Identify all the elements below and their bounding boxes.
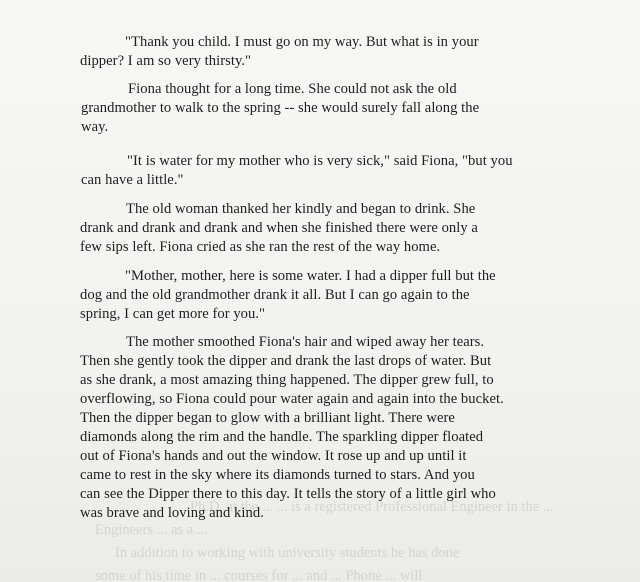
paragraph-line: Then the dipper began to glow with a brilliant light. There were <box>80 410 455 426</box>
paragraph-line: Then she gently took the dipper and drank the last drops of water. But <box>80 353 492 369</box>
paragraph-line: as she drank, a most amazing thing happened. The dipper grew full, to <box>80 372 494 388</box>
paragraph-line: "It is water for my mother who is very sick," said Fiona, "but you <box>127 153 513 169</box>
bleed-through-line: some of his time in ... courses for ... and ... Phone ... will <box>95 568 423 582</box>
paragraph-line: came to rest in the sky where its diamonds turned to stars. And you <box>80 467 475 483</box>
paragraph-line: diamonds along the rim and the handle. The sparkling dipper floated <box>80 429 484 445</box>
bleed-through-line: Ph.D. at the ... ... is a registered Professional Engineer in the ... <box>190 499 554 515</box>
paragraph-line: dipper? I am so very thirsty." <box>80 53 252 69</box>
bleed-through-line: In addition to working with university students he has done <box>115 545 460 561</box>
paragraph-line: overflowing, so Fiona could pour water again and again into the bucket. <box>80 391 504 407</box>
paragraph-line: grandmother to walk to the spring -- she would surely fall along the <box>81 100 480 116</box>
paragraph-line: "Thank you child. I must go on my way. But what is in your <box>125 34 479 50</box>
paragraph-6 <box>80 333 640 523</box>
paragraph-line: was brave and loving and kind. <box>80 505 264 521</box>
paragraph-line: Fiona thought for a long time. She could not ask the old <box>128 81 457 97</box>
paragraph-3 <box>81 152 640 190</box>
paragraph-line: drank and drank and drank and when she finished there were only a <box>80 220 478 236</box>
paragraph-line: can see the Dipper there to this day. It tells the story of a little girl who <box>80 486 496 502</box>
paragraph-line: out of Fiona's hands and out the window. It rose up and up until it <box>80 448 467 464</box>
paragraph-2 <box>81 80 640 137</box>
paragraph-line: can have a little." <box>81 172 184 188</box>
paragraph-4 <box>80 200 640 257</box>
bleed-through-line: Engineers ... as a ... <box>95 522 208 538</box>
paragraph-line: few sips left. Fiona cried as she ran the rest of the way home. <box>80 239 441 255</box>
paragraph-line: dog and the old grandmother drank it all. But I can go again to the <box>80 287 470 303</box>
paragraph-line: The old woman thanked her kindly and began to drink. She <box>126 201 476 217</box>
paragraph-line: "Mother, mother, here is some water. I had a dipper full but the <box>125 268 496 284</box>
paragraph-5 <box>80 267 640 324</box>
paragraph-1 <box>80 33 640 71</box>
paragraph-line: spring, I can get more for you." <box>80 306 266 322</box>
paragraph-line: The mother smoothed Fiona's hair and wiped away her tears. <box>126 334 485 350</box>
paragraph-line: way. <box>81 119 109 135</box>
